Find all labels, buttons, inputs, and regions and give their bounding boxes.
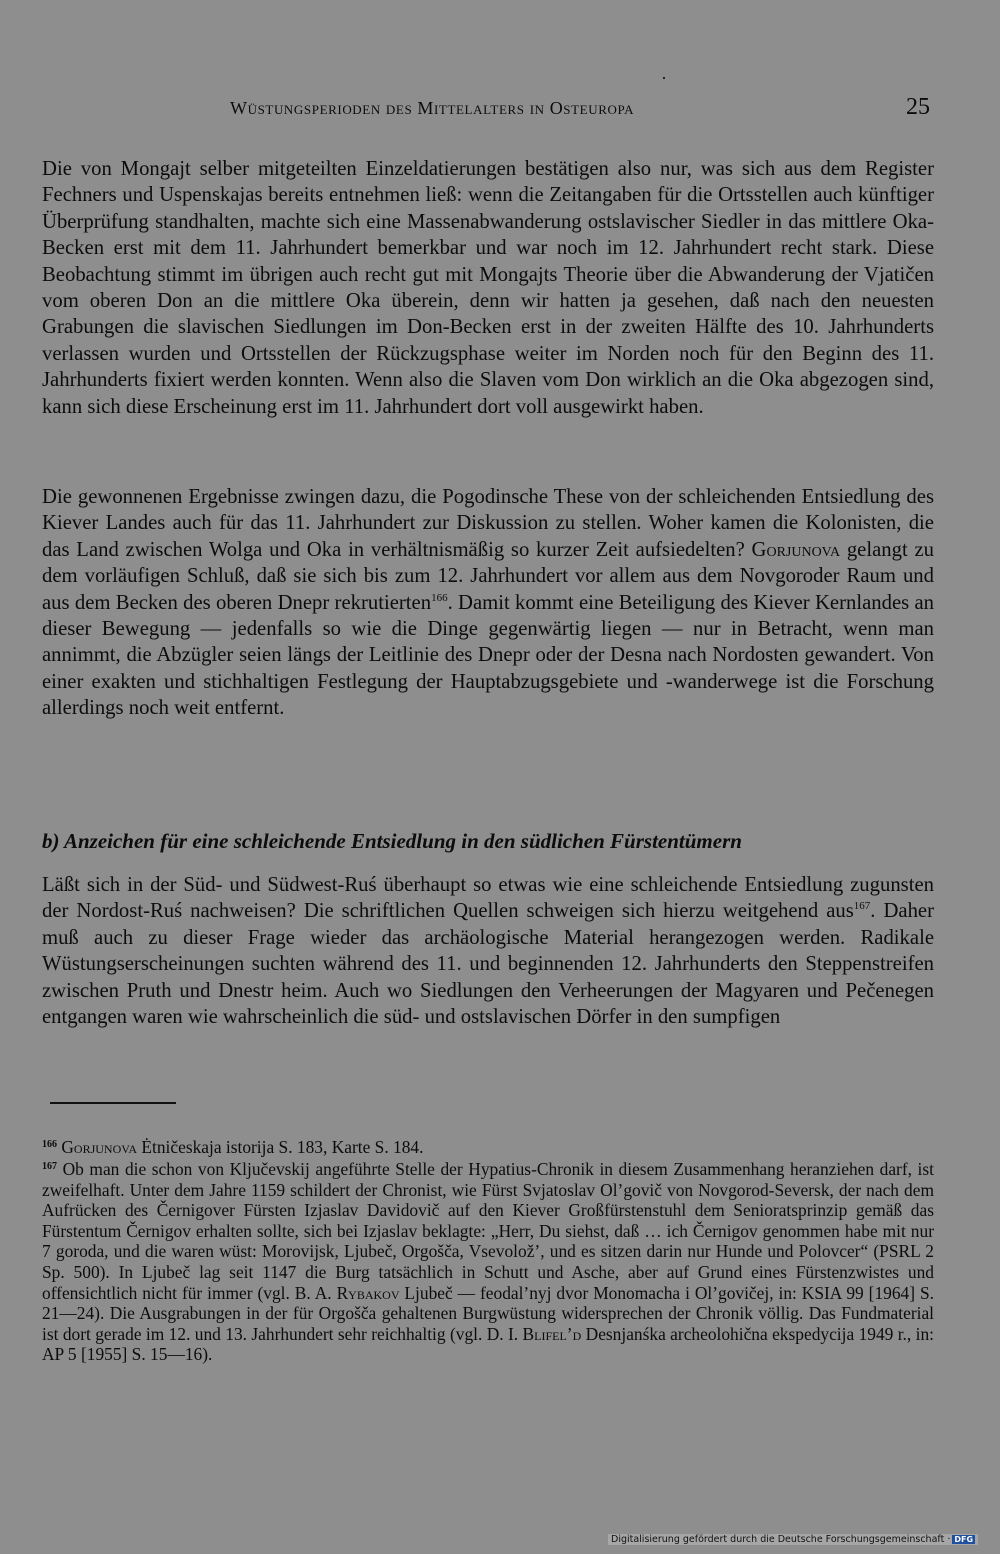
paragraph-3-text-a: Läßt sich in der Süd- und Südwest-Ruś überhaupt so etwas wie eine schleichende Entsiedlung zugunsten der Nordost-Ruś nachweisen? Die schriftlichen Quellen schweigen sich hierzu weitgehend aus bbox=[42, 874, 934, 923]
footnote-number: 167 bbox=[42, 1161, 57, 1172]
footnote-166 bbox=[42, 1137, 934, 1158]
page-number: 25 bbox=[906, 94, 930, 120]
footnote-number: 166 bbox=[42, 1139, 57, 1150]
footnote-text-b: Ljubeč — feodal’nyj dvor Monomacha i Ol’govičej, in: KSIA 99 [1964] S. 21—24). Die Ausgrabungen in der für Orgošča gehaltenen Burgwüstung widersprechen der Chronik völlig. Das Fundmaterial ist dort gerade im 12. und 13. Jahrhundert sehr reichhaltig (vgl. D. I. bbox=[42, 1282, 934, 1344]
paragraph-1: Die von Mongajt selber mitgeteilten Einzeldatierungen bestätigen also nur, was sich aus dem Register Fechners und Uspenskajas bereits entnehmen ließ: wenn die Zeitangaben für die Ortsstellen auch künftiger Überprüfung standhalten, machte sich eine Massenabwanderung ostslavischer Siedler in das mittlere Oka-Becken erst mit dem 11. Jahrhundert bemerkbar und war noch im 12. Jahrhundert recht stark. Diese Beobachtung stimmt im übrigen auch recht gut mit Mongajts Theorie über die Abwanderung der Vjatičen vom oberen Don an die mittlere Oka überein, denn wir hatten ja gesehen, daß nach den neuesten Grabungen die slavischen Siedlungen im Don-Becken erst in der zweiten Hälfte des 10. Jahrhunderts verlassen wurden und Ortsstellen der Rückzugsphase weiter im Norden noch für den Beginn des 11. Jahrhunderts fixiert werden konnten. Wenn also die Slaven vom Don wirklich an die Oka abgezogen sind, kann sich diese Erscheinung erst im 11. Jahrhundert dort voll ausgewirkt haben. bbox=[42, 158, 934, 418]
running-head: Wüstungsperioden des Mittelalters in Osteuropa bbox=[230, 98, 635, 118]
digitization-credit bbox=[608, 1534, 978, 1545]
paragraph-3 bbox=[42, 872, 934, 1030]
footnote-author: Gorjunova bbox=[61, 1137, 138, 1157]
footnote-text-a: Ob man die schon von Ključevskij angeführte Stelle der Hypatius-Chronik in diesem Zusammenhang heranziehen darf, ist zweifelhaft. Unter dem Jahre 1159 schildert der Chronist, wie Fürst Svjatoslav Ol’govič von Novgorod-Seversk, der nach dem Aufrücken des Černigover Fürsten Izjaslav Davidovič auf den Kiever Großfürstenstuhl dem Senioratsprinzip gemäß das Fürstentum Černigov erhalten sollte, sich bei Izjaslav beklagte: „Herr, Du siehst, daß … ich Černigov genommen habe mit nur 7 goroda, und die waren wüst: Morovijsk, Ljubeč, Orgošča, Vsevolož’, und es sitzen darin nur Hunde und Polovcer“ (PSRL 2 Sp. 500). In Ljubeč lag seit 1147 die Burg tatsächlich in Schutt und Asche, aber auf Grund eines Fürstenzwistes und offensichtlich nicht für immer (vgl. B. A. bbox=[42, 1159, 934, 1303]
footnote-ref-167[interactable]: 167 bbox=[853, 900, 871, 913]
dfg-logo: DFG bbox=[954, 1535, 974, 1544]
footnote-text-c: Desnjanśka archeolohična ekspedycija 1949 r., in: AP 5 [1955] S. 15—16). bbox=[42, 1323, 934, 1365]
paragraph-3-text-b: . Daher muß auch zu dieser Frage wieder das archäologische Material herangezogen werden. Radikale Wüstungserscheinungen suchten während des 11. und beginnenden 12. Jahrhunderts den Steppenstreifen zwischen Pruth und Dnestr heim. Auch wo Siedlungen den Verheerungen der Magyaren und Pečenegen entgangen waren wie wahrscheinlich die süd- und ostslavischen Dörfer in den sumpfigen bbox=[42, 900, 934, 1029]
paragraph-2-text-c: . Damit kommt eine Beteiligung des Kiever Kernlandes an dieser Bewegung — jedenfalls so wie die Dinge gegenwärtig liegen — nur in Betracht, wenn man annimmt, die Abzügler seien längs der Leitlinie des Dnepr oder der Desna nach Nordosten gewandert. Von einer exakten und stichhaltigen Festlegung der Hauptabzugsgebiete und -wanderwege ist die Forschung allerdings noch weit entfernt. bbox=[42, 591, 935, 720]
paragraph-2 bbox=[42, 484, 934, 722]
credit-text: Digitalisierung gefördert durch die Deutsche Forschungsgemeinschaft · bbox=[611, 1534, 951, 1545]
paragraph-2-text-b: gelangt zu dem vorläufigen Schluß, daß sie sich bis zum 12. Jahrhundert vor allem aus dem Novgoroder Raum und aus dem Becken des oberen Dnepr rekrutierten bbox=[42, 538, 934, 614]
footnote-author: Rybakov bbox=[336, 1282, 400, 1303]
scan-speck bbox=[663, 77, 665, 79]
footnote-ref-166[interactable]: 166 bbox=[431, 591, 448, 604]
section-heading: b) Anzeichen für eine schleichende Entsiedlung in den südlichen Fürstentümern bbox=[42, 829, 742, 853]
author-name: Gorjunova bbox=[751, 538, 841, 561]
paragraph-2-text-a: Die gewonnenen Ergebnisse zwingen dazu, die Pogodinsche These von der schleichenden Entsiedlung des Kiever Landes auch für das 11. Jahrhundert zur Diskussion zu stellen. Woher kamen die Kolonisten, die das Land zwischen Wolga und Oka in verhältnismäßig so kurzer Zeit aufsiedelten? bbox=[42, 486, 934, 561]
footnote-rule bbox=[50, 1102, 176, 1104]
footnote-author: Blifel’d bbox=[522, 1323, 582, 1344]
footnote-167 bbox=[42, 1159, 934, 1365]
footnote-text: Ėtničeskaja istorija S. 183, Karte S. 184. bbox=[137, 1137, 424, 1157]
